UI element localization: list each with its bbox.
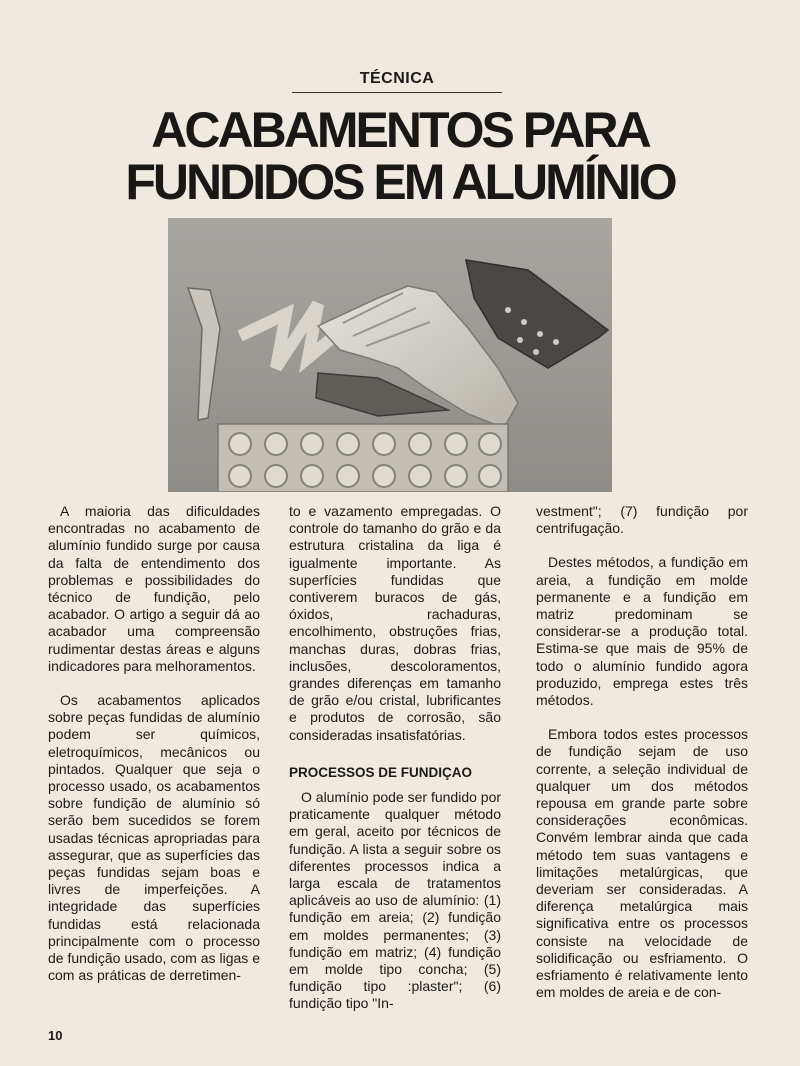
- title-line-2: FUNDIDOS EM ALUMÍNIO: [125, 154, 675, 210]
- paragraph: Destes métodos, a fundição em areia, a fundição em molde permanente e a fundição em matriz predominam se considerar-se a produção total. Estima-se que mais de 95% de todo o alumínio fundido agora produzido, emprega estes três métodos.: [536, 554, 748, 709]
- paragraph: Os acabamentos aplicados sobre peças fundidas de alumínio podem ser químicos, eletroquímicos, mecânicos ou pintados. Qualquer que seja o processo usado, os acabamentos sobre fundição de alumínio só serão bem sucedidos se forem usadas técnicas apropriadas para assegurar, que as superfícies das peças fundidas sejam boas e livres de imperfeições. A integridade das superfícies fundidas está relacionada principalmente com o processo de fundição usado, com as ligas e com as práticas de derretimen-: [48, 692, 260, 984]
- text-column-2: [289, 503, 501, 1013]
- paragraph: A maioria das dificuldades encontradas no acabamento de alumínio fundido surge por causa da falta de entendimento dos problemas e possibilidades do técnico de fundição, pelo acabador. O artigo a seguir dá ao acabador uma compreensão rudimentar destas áreas e alguns indicadores para melhoramentos.: [48, 503, 260, 674]
- section-heading: PROCESSOS DE FUNDIÇAO: [289, 764, 473, 780]
- paragraph: to e vazamento empregadas. O controle do tamanho do grão e da estrutura cristalina da liga é igualmente importante. As superfícies fundidas que contiverem buracos de gás, óxidos, rachaduras, encolhimento, obstruções frias, manchas duras, dobras frias, inclusões, descoloramentos, grandes diferenças em tamanho de grão e/ou cristal, lubrificantes e produtos de corrosão, são consideradas insatisfatórias.: [289, 503, 501, 743]
- section-label: TÉCNICA: [359, 70, 435, 87]
- text-column-1: [48, 503, 260, 984]
- title-line-1: ACABAMENTOS PARA: [151, 102, 649, 158]
- section-divider: [292, 92, 502, 93]
- paragraph: Embora todos estes processos de fundição sejam de uso corrente, a seleção individual de qualquer um dos métodos repousa em grande parte sobre considerações econômicas. Convém lembrar ainda que cada método tem suas vantagens e limitações metalúrgicas, que deveriam ser consideradas. A diferença metalúrgica mais significativa entre os processos consiste na velocidade de solidificação ou esfriamento. O esfriamento é relativamente lento em moldes de areia e de con-: [536, 726, 748, 1001]
- page-number: 10: [48, 1028, 63, 1043]
- text-column-3: [536, 503, 748, 1001]
- paragraph: vestment"; (7) fundição por centrifugação.: [536, 503, 748, 537]
- article-title: [90, 104, 710, 208]
- paragraph: O alumínio pode ser fundido por praticamente qualquer método em geral, aceito por técnicos de fundição. A lista a seguir sobre os diferentes processos indica a larga escala de tratamentos aplicáveis ao uso de alumínio: (1) fundição em areia; (2) fundição em moldes permanentes; (3) fundição em matriz; (4) fundição em molde tipo concha; (5) fundição tipo :plaster"; (6) fundição tipo "In-: [289, 789, 502, 1012]
- cast-aluminum-parts-illustration: [168, 218, 612, 492]
- article-photo: [168, 218, 612, 492]
